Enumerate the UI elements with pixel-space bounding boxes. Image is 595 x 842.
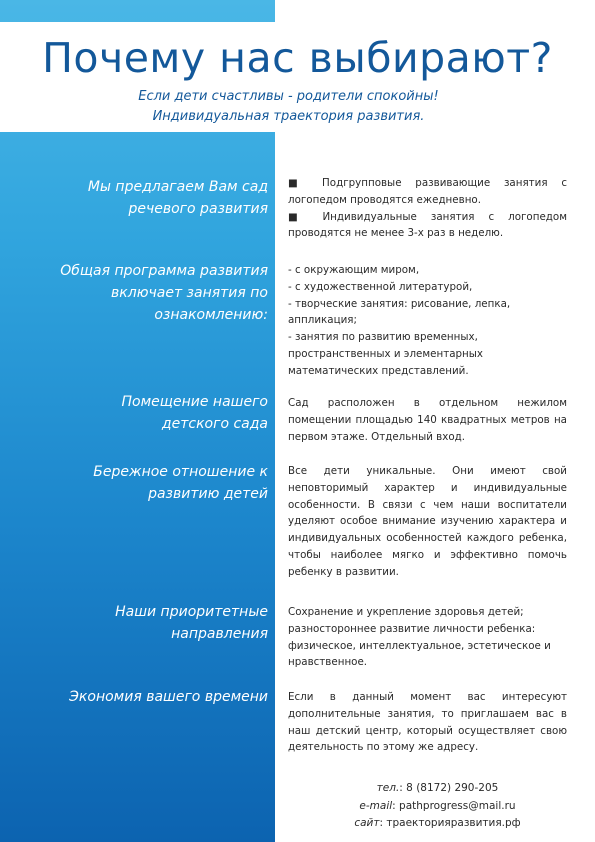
row-label-line: включает занятия по <box>111 285 268 301</box>
phone-label: тел. <box>376 782 400 794</box>
row-label-careful-attitude <box>20 461 268 505</box>
row-text-speech-garden <box>288 175 567 242</box>
row-text-paragraph: ■ Подгрупповые развивающие занятия с логопедом проводятся ежедневно. <box>288 177 567 206</box>
row-text-paragraph: - с окружающим миром, <box>288 264 420 276</box>
site-label: сайт <box>354 817 380 829</box>
row-text-premises <box>288 395 567 445</box>
row-label-premises <box>20 391 268 435</box>
row-text-paragraph: - творческие занятия: рисование, лепка, аппликация; <box>288 297 511 327</box>
row-text-paragraph: - с художественной литературой, <box>288 280 473 293</box>
row-label-line: Экономия вашего времени <box>69 689 268 705</box>
row-text-paragraph: ■ Индивидуальные занятия с логопедом проводятся не менее 3-х раз в неделю. <box>288 210 567 240</box>
row-label-line: Наши приоритетные <box>115 604 268 620</box>
row-label-speech-garden <box>20 176 268 220</box>
contact-site <box>330 815 545 833</box>
email-label: e-mail <box>359 799 393 812</box>
row-text-paragraph: Сад расположен в отдельном нежилом помещении площадью 140 квадратных метров на первом этаже. Отдельный вход. <box>288 397 567 443</box>
phone-value[interactable]: : 8 (8172) 290-205 <box>399 782 499 794</box>
row-text-paragraph: Если в данный момент вас интересуют дополнительные занятия, то приглашаем вас в наш детский центр, который осуществляет свою деятельность по этому же адресу. <box>288 691 567 754</box>
row-label-line: детского сада <box>161 416 268 432</box>
page-subtitle <box>0 87 577 127</box>
row-label-line: речевого развития <box>128 201 268 217</box>
row-label-priorities <box>20 601 268 645</box>
row-label-line: Бережное отношение к <box>93 464 268 480</box>
row-text-time-saving <box>288 689 567 756</box>
row-text-careful-attitude <box>288 463 567 581</box>
row-text-general-program <box>288 262 567 380</box>
contact-phone <box>330 780 545 798</box>
row-text-priorities <box>288 604 567 671</box>
contacts-block <box>330 780 545 833</box>
row-label-line: развитию детей <box>148 486 268 502</box>
site-value[interactable]: : траекторияразвития.рф <box>379 817 521 829</box>
subtitle-line-1: Если дети счастливы - родители спокойны! <box>138 89 439 104</box>
contact-email <box>330 798 545 816</box>
row-label-line: ознакомлению: <box>154 307 268 323</box>
row-text-paragraph: - занятия по развитию временных, пространственных и элементарных математических представлений. <box>288 331 483 377</box>
row-label-time-saving <box>20 686 268 708</box>
row-label-line: Общая программа развития <box>60 263 268 279</box>
row-label-line: Помещение нашего <box>121 394 268 410</box>
row-label-line: направления <box>171 626 268 642</box>
row-label-general-program <box>20 260 268 326</box>
email-value[interactable]: : pathprogress@mail.ru <box>392 799 516 812</box>
row-text-paragraph: Сохранение и укрепление здоровья детей; разностороннее развитие личности ребенка: физическое, интеллектуальное, эстетическое и нравственное. <box>288 606 551 669</box>
subtitle-line-2: Индивидуальная траектория развития. <box>152 109 425 124</box>
page-title: Почему нас выбирают? <box>42 34 553 82</box>
row-label-line: Мы предлагаем Вам сад <box>87 179 268 195</box>
row-text-paragraph: Все дети уникальные. Они имеют свой неповторимый характер и индивидуальные особенности. В связи с чем наши воспитатели уделяют особое внимание изучению характера и индивидуальных особенностей каждого ребенка, чтобы наиболее мягко и эффективно помочь ребенку в развитии. <box>288 465 567 578</box>
